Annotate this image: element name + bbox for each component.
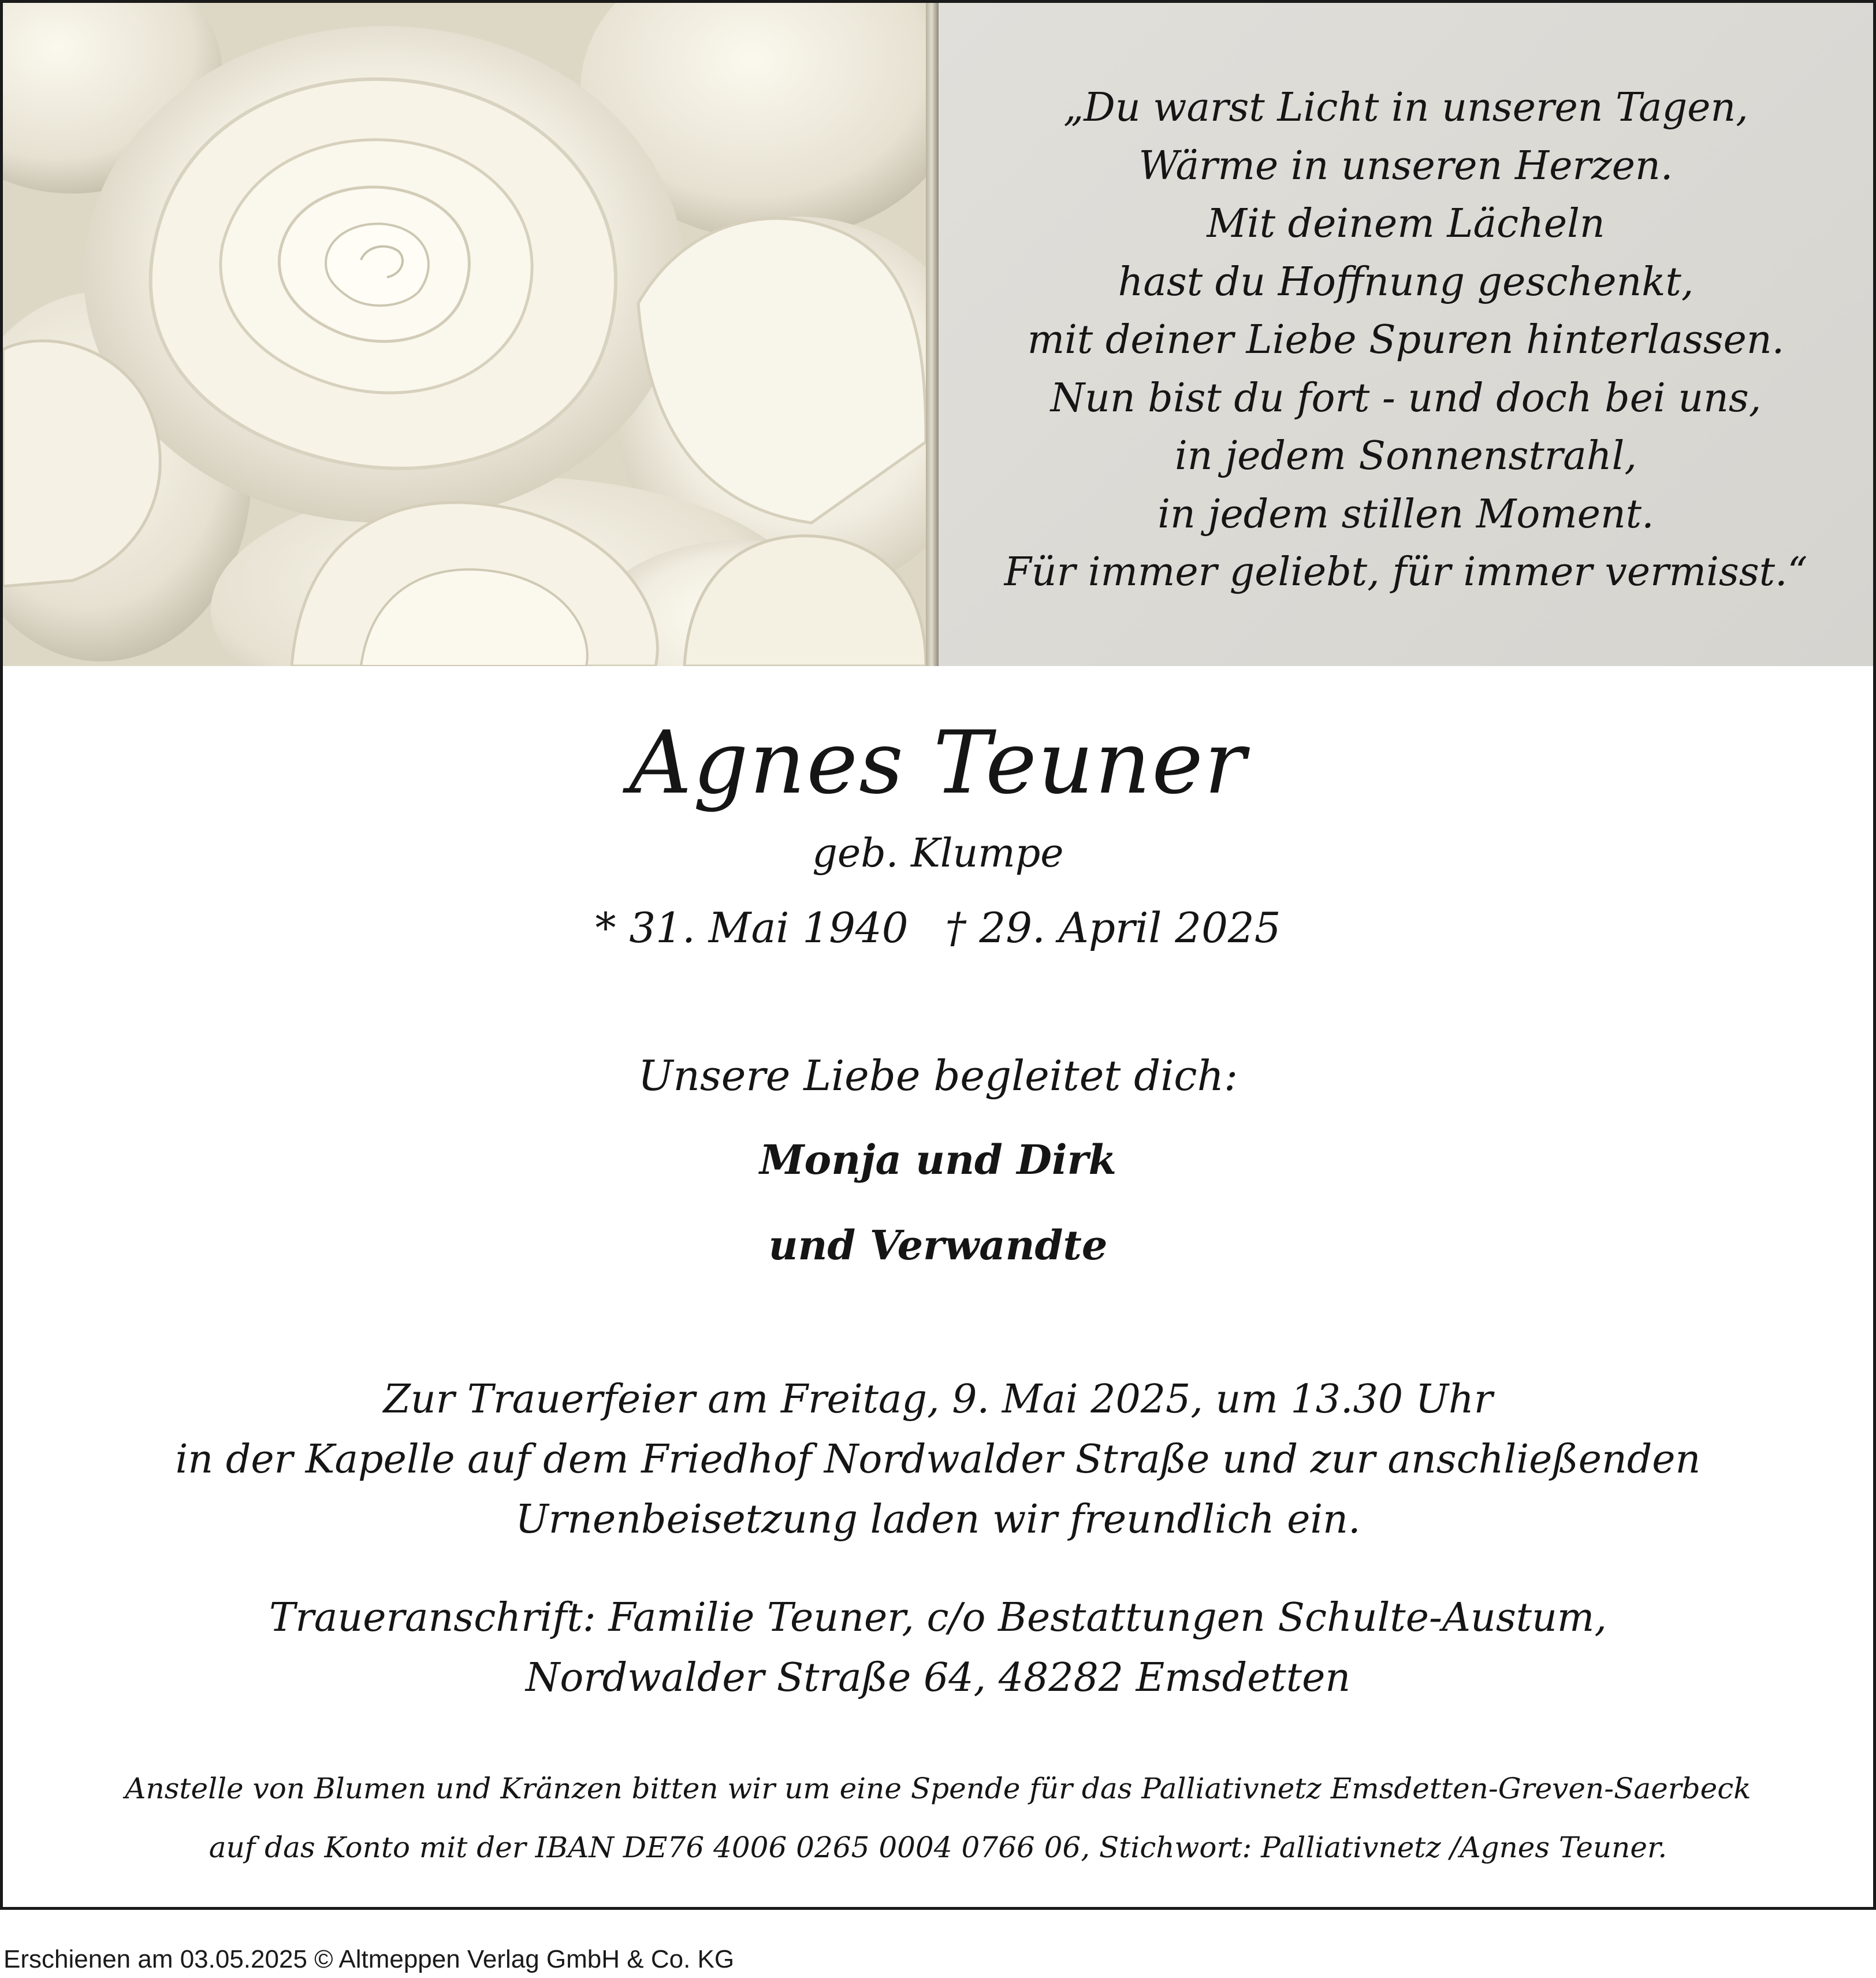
publication-footer: Erschienen am 03.05.2025 © Altmeppen Verlag GmbH & Co. KG xyxy=(3,1945,735,1973)
service-line: in der Kapelle auf dem Friedhof Nordwalder Straße und zur anschließenden xyxy=(175,1437,1701,1482)
mourner-name: Monja und Dirk xyxy=(760,1136,1116,1184)
service-line: Urnenbeisetzung laden wir freundlich ein. xyxy=(515,1497,1361,1542)
poem-line: in jedem Sonnenstrahl, xyxy=(1175,433,1637,479)
poem-line: Wärme in unseren Herzen. xyxy=(1138,143,1673,189)
poem-line: hast du Hoffnung geschenkt, xyxy=(1118,259,1694,305)
photo-divider xyxy=(926,3,939,666)
donation-line: auf das Konto mit der IBAN DE76 4006 0265 0004 0766 06, Stichwort: Palliativnetz /Agnes Teuner. xyxy=(209,1831,1667,1864)
mourning-address xyxy=(3,1588,1873,1708)
poem-line: in jedem stillen Moment. xyxy=(1157,491,1654,537)
header-band xyxy=(3,3,1873,666)
funeral-service-info xyxy=(3,1370,1873,1550)
mourners-intro: Unsere Liebe begleitet dich: xyxy=(638,1051,1238,1100)
service-line: Zur Trauerfeier am Freitag, 9. Mai 2025, um 13.30 Uhr xyxy=(383,1377,1493,1422)
roses-illustration xyxy=(3,3,926,666)
life-dates xyxy=(3,902,1873,954)
quote-panel xyxy=(939,3,1873,666)
poem-line: Für immer geliebt, für immer vermisst.“ xyxy=(1004,549,1808,595)
donation-request xyxy=(3,1759,1873,1877)
address-line: Traueranschrift: Familie Teuner, c/o Bestattungen Schulte-Austum, xyxy=(269,1595,1607,1641)
poem-line: Nun bist du fort - und doch bei uns, xyxy=(1050,375,1762,421)
death-date: † 29. April 2025 xyxy=(945,904,1281,952)
white-roses-photo xyxy=(3,3,926,666)
mourner-name: und Verwandte xyxy=(768,1221,1108,1269)
memorial-poem xyxy=(939,79,1873,602)
poem-line: Mit deinem Lächeln xyxy=(1207,201,1605,247)
donation-line: Anstelle von Blumen und Kränzen bitten wir um eine Spende für das Palliativnetz Emsdetten-Greven-Saerbeck xyxy=(125,1772,1751,1805)
birth-name: geb. Klumpe xyxy=(812,831,1064,876)
address-line: Nordwalder Straße 64, 48282 Emsdetten xyxy=(525,1655,1351,1701)
deceased-name: Agnes Teuner xyxy=(629,713,1247,813)
poem-line: „Du warst Licht in unseren Tagen, xyxy=(1063,85,1748,131)
birth-date: * 31. Mai 1940 xyxy=(595,904,909,952)
poem-line: mit deiner Liebe Spuren hinterlassen. xyxy=(1027,317,1785,363)
